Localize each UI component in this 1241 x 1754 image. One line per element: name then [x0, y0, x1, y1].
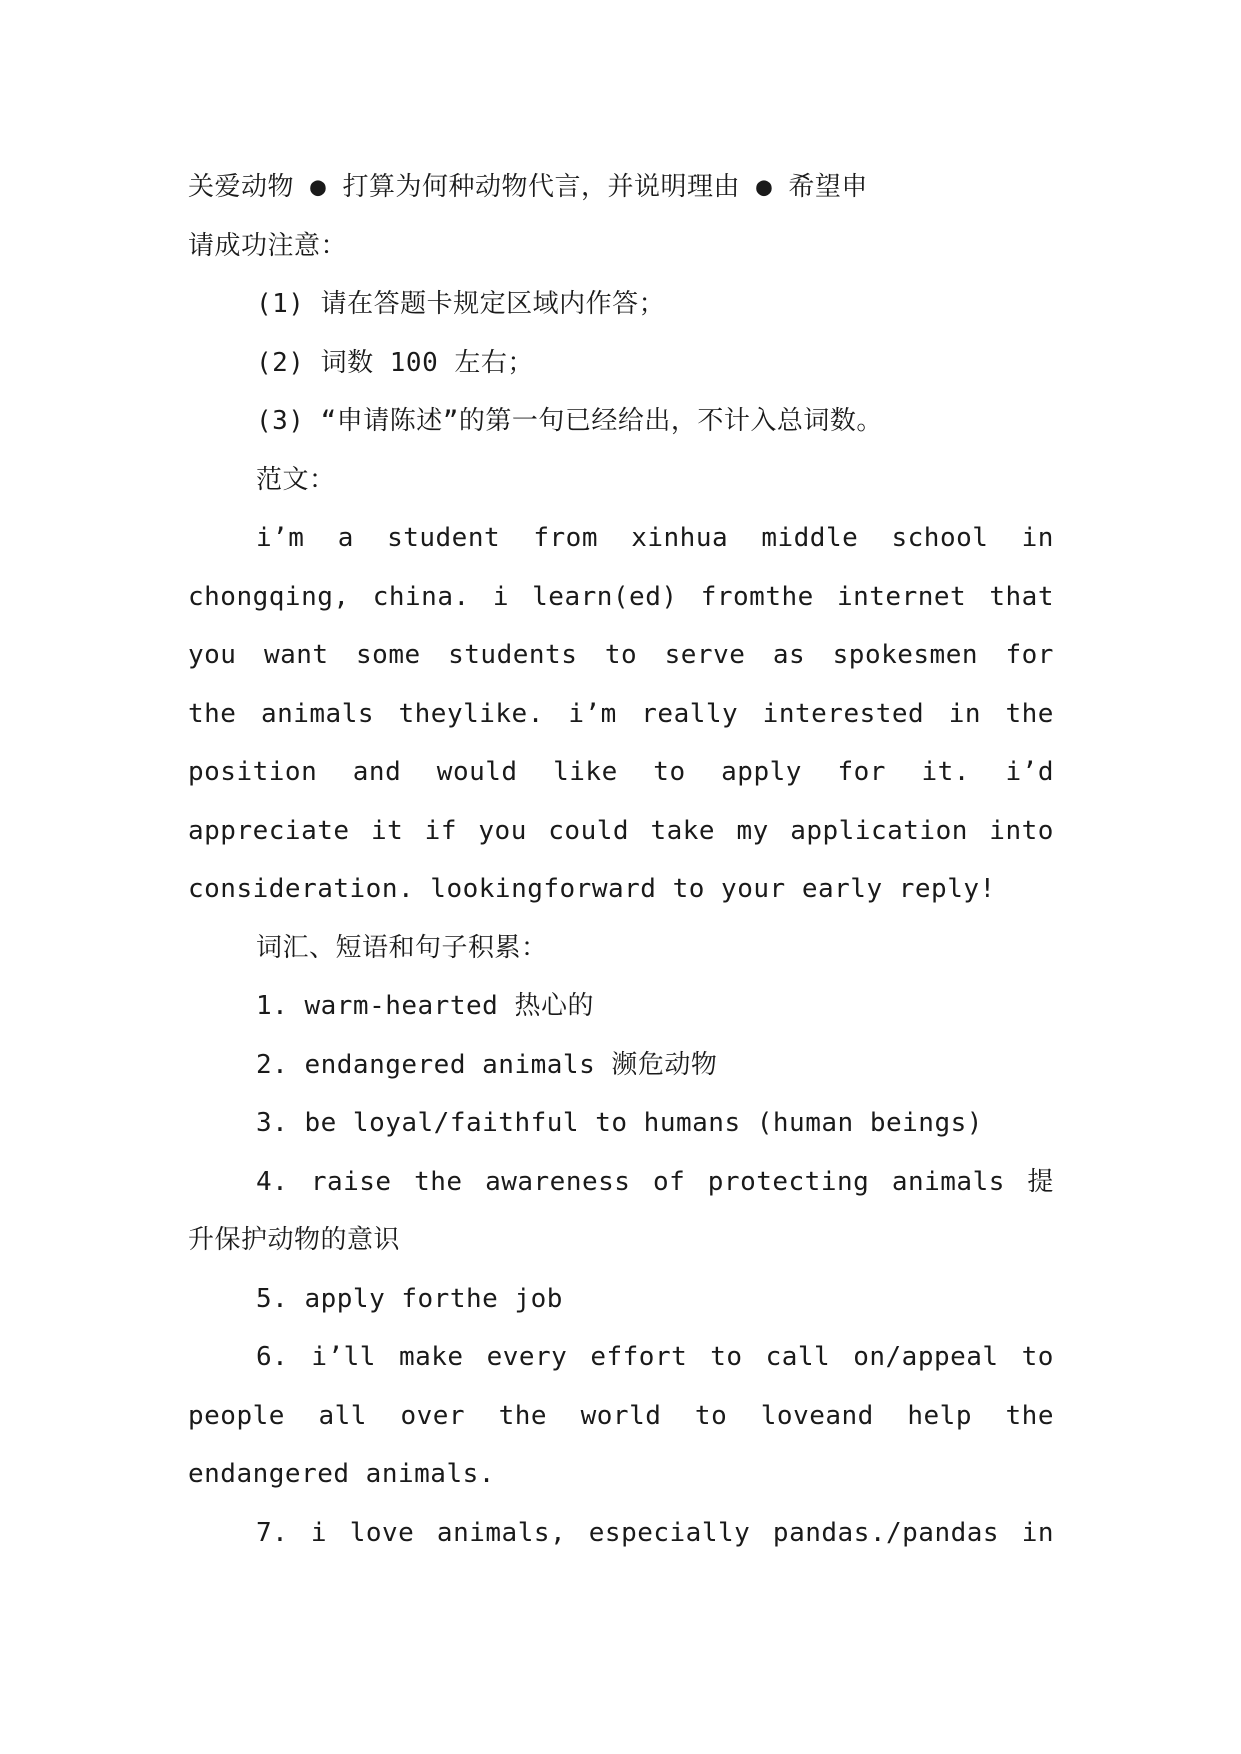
- text-line: (2) 词数 100 左右；: [256, 347, 534, 378]
- text-word: fromthe: [700, 581, 814, 612]
- text-word: chongqing,: [188, 581, 350, 612]
- text-line: 2. endangered animals 濒危动物: [256, 1049, 718, 1080]
- text-word: in: [948, 698, 981, 729]
- text-word: it: [370, 815, 404, 846]
- text-word: animals: [891, 1166, 1005, 1197]
- text-word: spokesmen: [832, 640, 979, 670]
- text-word: the: [1005, 698, 1054, 729]
- text-word: the: [498, 1400, 548, 1431]
- text-word: take: [650, 815, 716, 846]
- text-word: student: [387, 523, 501, 553]
- text-word: love: [349, 1517, 415, 1548]
- text-word: of: [652, 1166, 686, 1197]
- text-word: position: [188, 757, 318, 787]
- text-word: china.: [372, 581, 470, 612]
- text-word: apply: [721, 757, 802, 787]
- text-line: [188, 1387, 1054, 1446]
- text-word: 7.: [256, 1517, 289, 1548]
- text-line: consideration. lookingforward to your early reply!: [188, 874, 996, 904]
- text-word: to: [694, 1400, 728, 1431]
- text-line: 1. warm-hearted 热心的: [256, 991, 594, 1021]
- text-word: i’m: [568, 698, 617, 729]
- text-word: appreciate: [188, 815, 350, 846]
- text-word: in: [1021, 523, 1054, 553]
- text-word: animals,: [436, 1517, 567, 1548]
- text-line: [188, 802, 1054, 861]
- text-line: 范文：: [256, 464, 336, 495]
- text-word: application: [790, 815, 968, 846]
- text-word: effort: [590, 1342, 688, 1372]
- text-word: world: [580, 1400, 662, 1431]
- text-word: learn(ed): [532, 581, 678, 612]
- text-word: 提: [1027, 1166, 1054, 1197]
- text-word: and: [352, 757, 402, 787]
- text-word: you: [188, 640, 237, 670]
- text-word: people: [188, 1400, 285, 1431]
- text-word: some: [356, 640, 421, 670]
- text-word: as: [772, 640, 806, 670]
- text-word: 4.: [256, 1166, 289, 1197]
- text-word: it.: [921, 757, 970, 787]
- text-line: [188, 1153, 1054, 1212]
- text-word: middle: [761, 523, 859, 553]
- text-word: serve: [664, 640, 746, 670]
- text-word: make: [398, 1342, 464, 1372]
- text-word: protecting: [707, 1166, 870, 1197]
- text-line: 请成功注意：: [188, 230, 348, 261]
- text-word: i’ll: [311, 1342, 376, 1372]
- text-word: all: [318, 1400, 367, 1431]
- text-word: for: [1005, 640, 1054, 670]
- text-word: you: [478, 815, 527, 846]
- text-word: i’d: [1005, 757, 1054, 787]
- text-word: like: [553, 757, 618, 787]
- text-line: 3. be loyal/faithful to humans (human beings): [256, 1108, 983, 1138]
- text-word: on/appeal: [853, 1342, 999, 1372]
- text-word: the: [188, 698, 237, 729]
- text-line: (3) “申请陈述”的第一句已经给出，不计入总词数。: [256, 406, 883, 436]
- text-line: 5. apply forthe job: [256, 1283, 563, 1314]
- text-word: could: [548, 815, 630, 846]
- text-word: want: [263, 640, 329, 670]
- text-word: awareness: [485, 1166, 631, 1197]
- text-word: to: [1021, 1342, 1054, 1372]
- text-line: [188, 1328, 1054, 1387]
- text-word: especially: [588, 1517, 751, 1548]
- text-word: my: [736, 815, 769, 846]
- text-word: help: [907, 1400, 972, 1431]
- text-word: loveand: [760, 1400, 874, 1431]
- text-line: 关爱动物 ● 打算为何种动物代言，并说明理由 ● 希望申: [188, 172, 868, 202]
- text-word: xinhua: [631, 523, 729, 553]
- text-word: to: [604, 640, 638, 670]
- text-word: school: [891, 523, 989, 553]
- text-word: if: [424, 815, 457, 846]
- text-line: [188, 626, 1054, 685]
- text-word: i’m: [256, 523, 305, 553]
- text-word: in: [1021, 1517, 1054, 1548]
- text-word: interested: [762, 698, 925, 729]
- text-line: (1) 请在答题卡规定区域内作答；: [256, 289, 666, 319]
- text-word: really: [641, 698, 739, 729]
- text-word: animals: [260, 698, 375, 729]
- text-word: 6.: [256, 1342, 289, 1372]
- text-line: endangered animals.: [188, 1459, 495, 1489]
- text-word: into: [989, 815, 1054, 846]
- text-word: that: [989, 581, 1054, 612]
- text-word: call: [765, 1342, 831, 1372]
- text-word: to: [653, 757, 686, 787]
- text-line: [188, 509, 1054, 568]
- text-word: a: [337, 523, 354, 553]
- text-word: over: [400, 1400, 466, 1431]
- text-word: internet: [836, 581, 967, 612]
- text-line: [188, 685, 1054, 744]
- text-word: every: [486, 1342, 568, 1372]
- text-word: i: [492, 581, 509, 612]
- text-word: from: [533, 523, 598, 553]
- text-word: the: [414, 1166, 463, 1197]
- document-body: [188, 158, 1054, 1562]
- text-word: theylike.: [398, 698, 544, 729]
- text-word: students: [448, 640, 578, 670]
- text-line: 升保护动物的意识: [188, 1225, 401, 1255]
- text-word: for: [837, 757, 886, 787]
- text-word: i: [310, 1517, 328, 1548]
- text-word: pandas./pandas: [772, 1517, 1000, 1548]
- text-word: the: [1005, 1400, 1054, 1431]
- text-word: raise: [310, 1166, 392, 1197]
- text-word: to: [710, 1342, 743, 1372]
- text-line: 词汇、短语和句子积累：: [256, 932, 548, 963]
- text-line: [188, 1504, 1054, 1563]
- text-line: [188, 568, 1054, 627]
- text-line: [188, 743, 1054, 802]
- text-word: would: [436, 757, 518, 787]
